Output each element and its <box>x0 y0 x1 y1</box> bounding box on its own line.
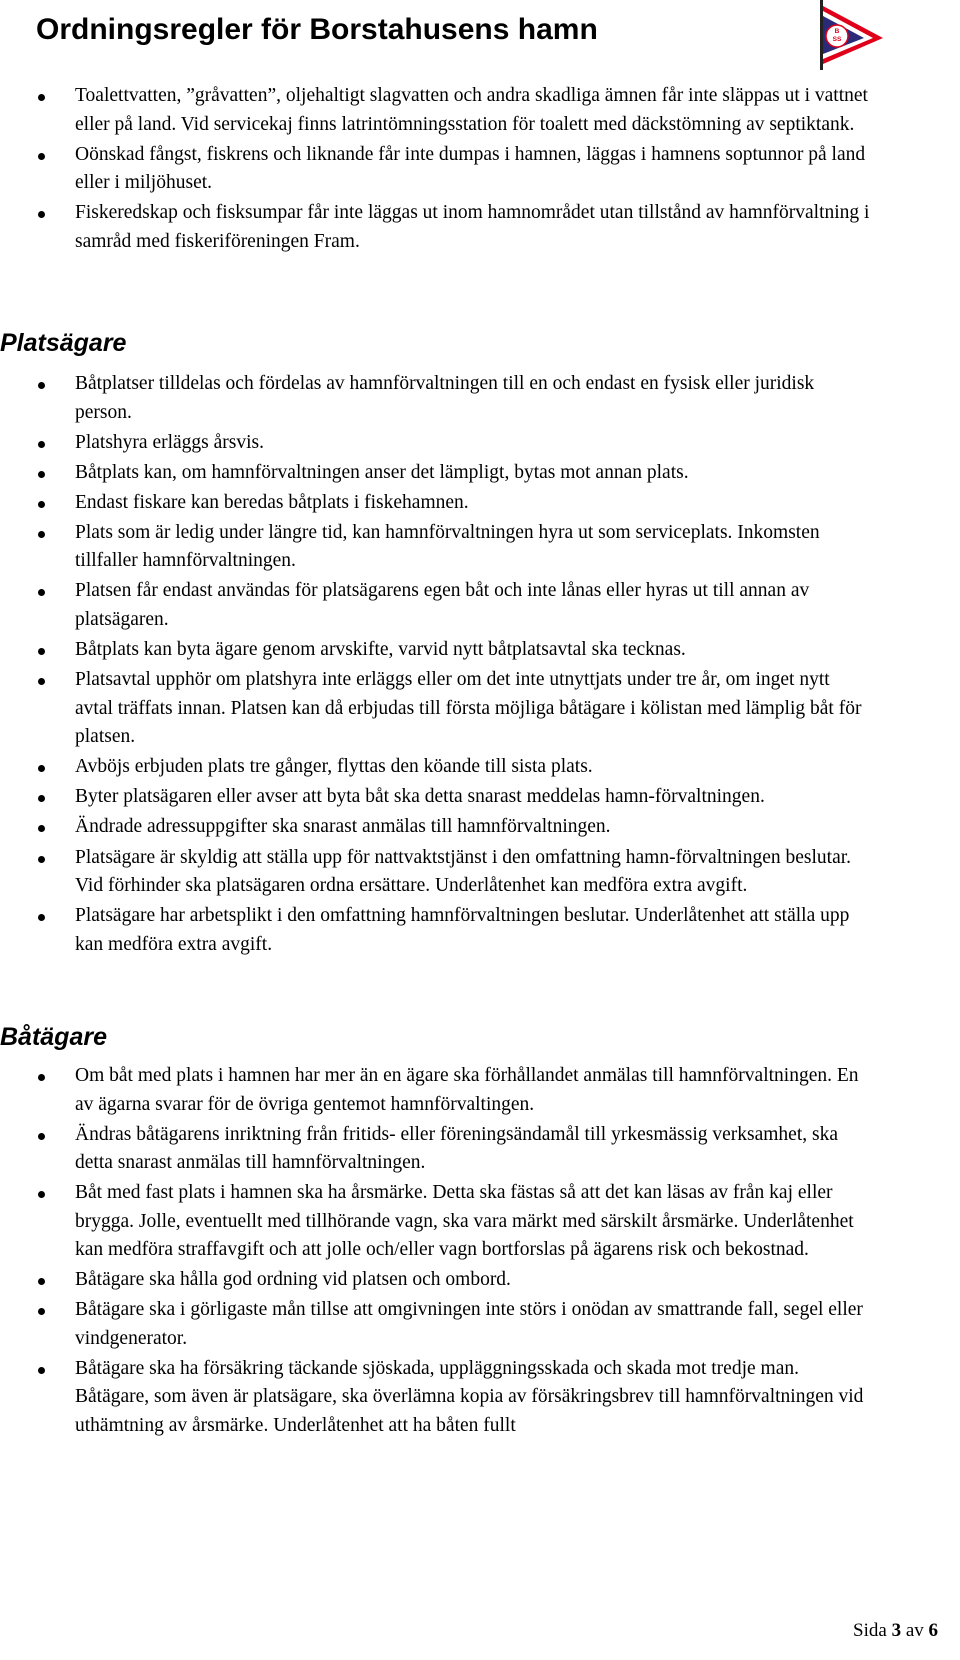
bullet-icon <box>38 765 45 772</box>
bullet-icon <box>38 1278 45 1285</box>
bullet-icon <box>38 856 45 863</box>
list-item: Avböjs erbjuden plats tre gånger, flyttas den köande till sista plats. <box>0 753 870 782</box>
bullet-icon <box>38 471 45 478</box>
bullet-icon <box>38 211 45 218</box>
list-item: Båtägare ska ha försäkring täckande sjöskada, uppläggningsskada och skada mot tredje man. Båtägare, som även är platsägare, ska överlämna kopia av försäkringsbrev till hamnförvaltningen vid uthämtning av årsmärke. Underlåtenhet att ha båten fullt <box>0 1355 870 1441</box>
list-item: Båtägare ska hålla god ordning vid platsen och ombord. <box>0 1266 870 1295</box>
list-item: Oönskad fångst, fiskrens och liknande får inte dumpas i hamnen, läggas i hamnens soptunnor på land eller i miljöhuset. <box>0 141 870 198</box>
list-item: Endast fiskare kan beredas båtplats i fiskehamnen. <box>0 489 870 518</box>
bullet-icon <box>38 441 45 448</box>
bullet-icon <box>38 531 45 538</box>
bullet-icon <box>38 589 45 596</box>
list-item: Om båt med plats i hamnen har mer än en ägare ska förhållandet anmälas till hamnförvaltningen. En av ägarna svarar för de övriga gentemot hamnförvaltingen. <box>0 1062 870 1119</box>
list-item: Båtägare ska i görligaste mån tillse att omgivningen inte störs i onödan av smattrande fall, segel eller vindgenerator. <box>0 1296 870 1353</box>
section-heading-platsagare: Platsägare <box>0 329 127 357</box>
list-item: Plats som är ledig under längre tid, kan hamnförvaltningen hyra ut som serviceplats. Inkomsten tillfaller hamnförvaltningen. <box>0 519 870 576</box>
list-item: Fiskeredskap och fisksumpar får inte läggas ut inom hamnområdet utan tillstånd av hamnförvaltning i samråd med fiskeriföreningen Fram. <box>0 199 870 256</box>
bullet-icon <box>38 825 45 832</box>
list-item: Platsavtal upphör om platshyra inte erläggs eller om det inte utnyttjats under tre år, om inget nytt avtal träffats innan. Platsen kan då erbjudas till första möjliga båtägare i kölistan med lämplig båt för platsen. <box>0 666 870 752</box>
platsagare-rules-list <box>0 370 960 961</box>
bullet-icon <box>38 501 45 508</box>
list-item: Platsägare är skyldig att ställa upp för nattvaktstjänst i den omfattning hamn-förvaltningen beslutar. Vid förhinder ska platsägaren ordna ersättare. Underlåtenhet kan medföra extra avgift. <box>0 844 870 901</box>
bullet-icon <box>38 678 45 685</box>
bullet-icon <box>38 382 45 389</box>
list-item: Platshyra erläggs årsvis. <box>0 429 870 458</box>
list-item: Båtplats kan, om hamnförvaltningen anser det lämpligt, bytas mot annan plats. <box>0 459 870 488</box>
page-title: Ordningsregler för Borstahusens hamn <box>36 13 598 46</box>
bullet-icon <box>38 914 45 921</box>
bullet-icon <box>38 1191 45 1198</box>
bullet-icon <box>38 648 45 655</box>
intro-rules-list <box>0 82 960 258</box>
list-item: Byter platsägaren eller avser att byta båt ska detta snarast meddelas hamn-förvaltningen. <box>0 783 870 812</box>
list-item: Båtplatser tilldelas och fördelas av hamnförvaltningen till en och endast en fysisk eller juridisk person. <box>0 370 870 427</box>
bullet-icon <box>38 1133 45 1140</box>
svg-text:SS: SS <box>832 36 842 43</box>
section-heading-batagare: Båtägare <box>0 1023 107 1051</box>
bullet-icon <box>38 795 45 802</box>
bullet-icon <box>38 1074 45 1081</box>
bullet-icon <box>38 1367 45 1374</box>
list-item: Båt med fast plats i hamnen ska ha årsmärke. Detta ska fästas så att det kan läsas av från kaj eller brygga. Jolle, eventuellt med tillhörande vagn, ska vara märkt med särskilt årsmärke. Underlåtenhet kan medföra straffavgift och att jolle och/eller vagn bortforslas på ägarens risk och bekostnad. <box>0 1179 870 1265</box>
list-item: Platsen får endast användas för platsägarens egen båt och inte lånas eller hyras ut till annan av platsägaren. <box>0 577 870 634</box>
bullet-icon <box>38 153 45 160</box>
list-item: Platsägare har arbetsplikt i den omfattning hamnförvaltningen beslutar. Underlåtenhet att ställa upp kan medföra extra avgift. <box>0 902 870 959</box>
svg-text:B: B <box>834 28 840 35</box>
list-item: Båtplats kan byta ägare genom arvskifte, varvid nytt båtplatsavtal ska tecknas. <box>0 636 870 665</box>
page-number: Sida 3 av 6 <box>853 1620 938 1641</box>
bullet-icon <box>38 94 45 101</box>
club-pennant-logo <box>820 0 884 70</box>
bullet-icon <box>38 1308 45 1315</box>
list-item: Ändrade adressuppgifter ska snarast anmälas till hamnförvaltningen. <box>0 813 870 842</box>
batagare-rules-list <box>0 1062 960 1442</box>
list-item: Toalettvatten, ”gråvatten”, oljehaltigt slagvatten och andra skadliga ämnen får inte släppas ut i vattnet eller på land. Vid servicekaj finns latrintömningsstation för toalett med däckstömning av septiktank. <box>0 82 870 139</box>
list-item: Ändras båtägarens inriktning från fritids- eller föreningsändamål till yrkesmässig verksamhet, ska detta snarast anmälas till hamnförvaltningen. <box>0 1121 870 1178</box>
